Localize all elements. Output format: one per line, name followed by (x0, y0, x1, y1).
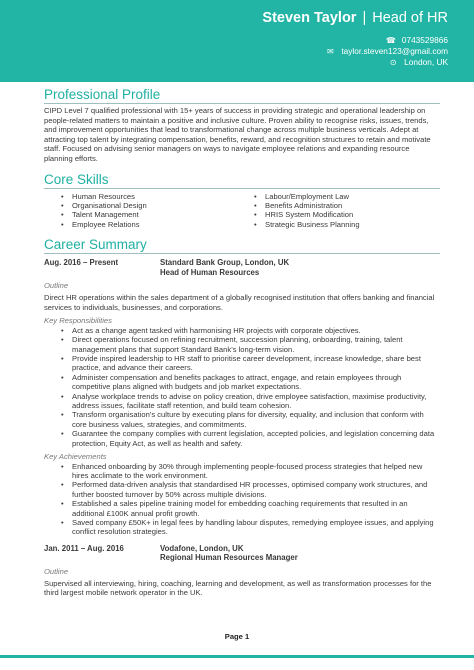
job-date: Jan. 2011 – Aug. 2016 (44, 543, 124, 553)
name-row (262, 10, 448, 26)
list-item: • Transform organisation’s culture by executing plans for diversity, equality, and inclusion that conform with core business values, strategies, and commitments. (44, 410, 440, 429)
candidate-role: Head of HR (372, 10, 448, 26)
career-heading: Career Summary (44, 237, 440, 254)
job-company: Standard Bank Group, London, UK (160, 258, 290, 268)
skills-right-column (242, 192, 440, 230)
job-date: Aug. 2016 – Present (44, 258, 119, 268)
location-pin-icon: ⊙ (389, 58, 397, 67)
skills-heading: Core Skills (44, 172, 440, 189)
list-item: • Saved company £50K+ in legal fees by handling labour disputes, remedying employee issues, and applying conflict resolution strategies. (44, 518, 440, 537)
skills-left-column (44, 192, 242, 230)
list-item: • Established a sales pipeline training model for embedding coaching requirements that resulted in an additional £100K annual profit growth. (44, 499, 440, 518)
outline-label: Outline (44, 567, 69, 577)
responsibilities-label: Key Responsibilities (44, 316, 112, 326)
job-outline: Supervised all interviewing, hiring, coaching, learning and development, as well as transformation processes for the third largest mobile network operator in the UK. (44, 578, 432, 598)
skill-item: • Labour/Employment Law (242, 192, 440, 201)
list-item: • Act as a change agent tasked with harmonising HR projects with corporate objectives. (44, 326, 440, 335)
candidate-name: Steven Taylor (262, 10, 357, 26)
envelope-icon: ✉ (326, 47, 334, 56)
skill-item: • Strategic Business Planning (242, 220, 440, 229)
responsibilities-list (44, 326, 440, 448)
skill-item: • Employee Relations (44, 220, 242, 229)
footer-divider (0, 655, 474, 658)
list-item: • Enhanced onboarding by 30% through implementing people-focused process strategies that helped new hires acclimate to the work environment. (44, 462, 440, 481)
profile-text: CIPD Level 7 qualified professional with 15+ years of success in providing strategic and operational leadership on people-related matters to maintain a positive and inclusive culture. Proven ability to recognise risks, issues, trends, and improvement opportunities that lead to transformational change across multiple business verticals. Adept at attracting top talent by integrating compensation, benefits, reward, and recognition structures to retain and motivate staff. Focused on advising senior managers on ways to navigate employee relations and expanding resource planning efforts. (44, 106, 431, 163)
achievements-list (44, 462, 440, 537)
resume-body (44, 84, 440, 598)
list-item: • Performed data-driven analysis that standardised HR processes, optimised company work structures, and further boosted turnover by 50% across multiple divisions. (44, 480, 440, 499)
list-item: • Analyse workplace trends to advise on policy creation, drive employee satisfaction, maximise productivity, address issues, facilitate staff retention, and build team cohesion. (44, 392, 440, 411)
contact-email (324, 46, 448, 56)
location-text: London, UK (404, 57, 448, 67)
list-item: • Guarantee the company complies with current legislation, accepted policies, and legislation concerning data protection, Equity Act, as well as health and safety. (44, 429, 440, 448)
email-text: taylor.steven123@gmail.com (341, 46, 448, 56)
job-outline: Direct HR operations within the sales department of a globally recognised institution that offers banking and financial services to individuals, businesses, and corporations. (44, 292, 435, 312)
phone-text: 0743529866 (401, 35, 448, 45)
name-separator: | (362, 10, 367, 26)
skill-item: • HRIS System Modification (242, 210, 440, 219)
job-position: Head of Human Resources (160, 267, 260, 277)
skill-item: • Organisational Design (44, 201, 242, 210)
job-position: Regional Human Resources Manager (160, 553, 298, 563)
skills-list (44, 192, 440, 230)
list-item: • Direct operations focused on refining recruitment, succession planning, onboarding, training, talent management plans that support Standard Bank’s long-term vision. (44, 335, 440, 354)
outline-label: Outline (44, 281, 69, 291)
skill-item: • Talent Management (44, 210, 242, 219)
list-item: • Administer compensation and benefits packages to attract, engage, and retain employees through competitive plans aligned with budgets and job market expectations. (44, 373, 440, 392)
header-banner (0, 0, 474, 82)
phone-icon: ☎ (385, 36, 396, 45)
contact-location (387, 57, 448, 67)
job-header (44, 258, 440, 268)
achievements-label: Key Achievements (44, 452, 107, 462)
profile-heading: Professional Profile (44, 87, 440, 104)
skill-item: • Benefits Administration (242, 201, 440, 210)
page-number: Page 1 (224, 632, 250, 641)
job-company: Vodafone, London, UK (160, 543, 244, 553)
skill-item: • Human Resources (44, 192, 242, 201)
list-item: • Provide inspired leadership to HR staff to prioritise career development, increase knowledge, share best practice, and advance their careers. (44, 354, 440, 373)
job-header (44, 544, 440, 554)
contact-phone (385, 35, 448, 45)
